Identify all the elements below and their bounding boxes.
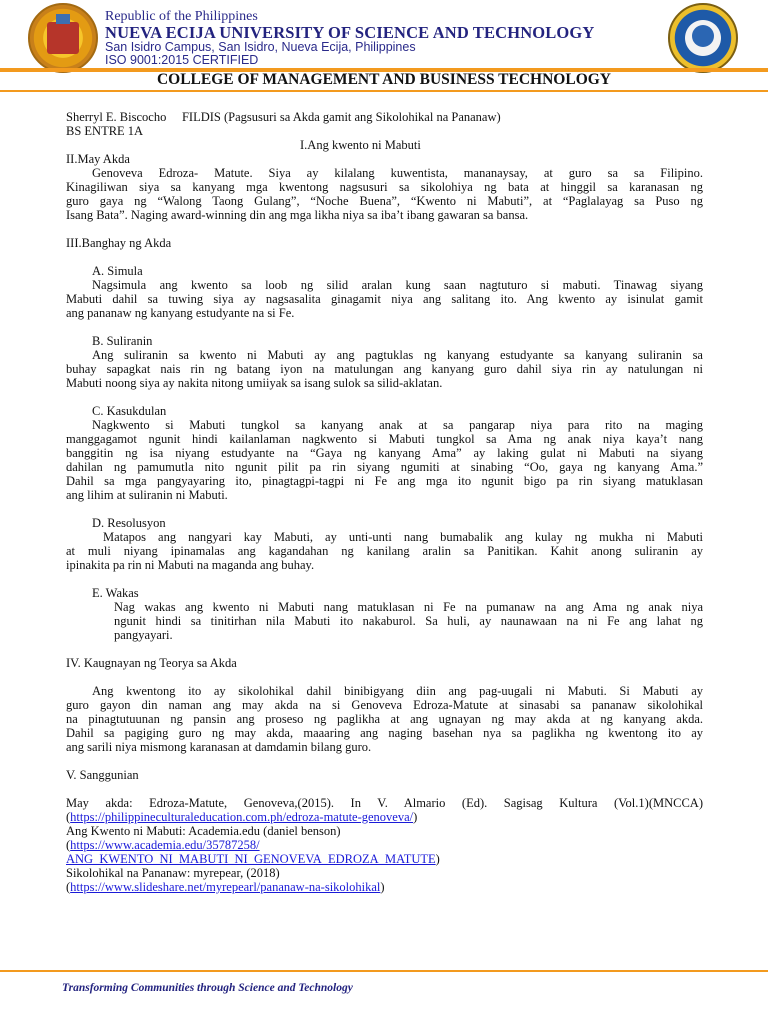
paragraph-line: ang pananaw ng kanyang estudyante na si Fe. — [66, 306, 295, 320]
paragraph-line: Dahil sa mga pangyayaring ito, pinagtagpi-tagpi ni Fe ang mga ito ngunit bigo pa rin siyang matuklasan — [66, 474, 703, 488]
iso-certification: ISO 9001:2015 CERTIFIED — [105, 53, 259, 67]
reference-line: Sikolohikal na Pananaw: myrepear, (2018) — [66, 866, 280, 880]
paragraph-line: guro gayon din naman ang may akda na si Genoveva Edroza-Matute at sinasabi sa pananaw sikolohikal — [66, 698, 703, 712]
paragraph-line: Nagkwento si Mabuti tungkol sa kanyang anak at sa pangarap niya para rito na maging — [92, 418, 703, 432]
reference-link-line — [66, 852, 440, 866]
university-seal-logo — [28, 3, 98, 73]
paren: ( — [66, 880, 71, 894]
footer-motto: Transforming Communities through Science and Technology — [62, 982, 353, 994]
paragraph-line: banggitin ng isa niyang estudyante na “Gaya ng kanyang Ama” ay laking gulat ni Mabuti na siyang — [66, 446, 703, 460]
paren: ( — [66, 810, 71, 824]
paragraph-line: Mabuti dahil sa tuwing siya ay nagsasalita ginagamit niya ang salitang ito. Ang kwento ay isinulat gamit — [66, 292, 703, 306]
reference-line: Ang Kwento ni Mabuti: Academia.edu (daniel benson) — [66, 824, 341, 838]
paren: ) — [435, 852, 440, 866]
paragraph-line: guro gaya ng “Walong Taong Gulang”, “Noche Buena”, “Kwento ni Mabuti”, at “Paglalayag sa Puso ng — [66, 194, 703, 208]
university-name: NUEVA ECIJA UNIVERSITY OF SCIENCE AND TECHNOLOGY — [105, 23, 595, 42]
subheading-suliranin: B. Suliranin — [92, 334, 153, 348]
republic-text: Republic of the Philippines — [105, 9, 258, 24]
paragraph-line: Genoveva Edroza- Matute. Siya ay kilalang kuwentista, mananaysay, at guro sa sa Filipino. — [92, 166, 703, 180]
subheading-wakas: E. Wakas — [92, 586, 139, 600]
campus-address: San Isidro Campus, San Isidro, Nueva Ecija, Philippines — [105, 40, 416, 54]
reference-link-slideshare[interactable]: https://www.slideshare.net/myrepearl/pananaw-na-sikolohikal — [70, 880, 381, 894]
paren: ( — [66, 838, 71, 852]
paragraph-line: Mabuti noong siya ay nakita nitong umiiyak sa isang sulok sa silid-aklatan. — [66, 376, 443, 390]
header-rule — [0, 90, 768, 92]
paragraph-line: ngunit hindi sa tinitirhan nila Mabuti ito nakaburol. Sa huli, ay naunawaan na ni Fe ang lahat ng — [114, 614, 703, 628]
iso-certification-seal-logo — [668, 3, 738, 73]
section-heading-banghay: III.Banghay ng Akda — [66, 236, 172, 250]
paragraph-line: buhay sapagkat nais rin ng batang iyon na matulungan ang kanyang guro dahil siya rin ay natulungan ni — [66, 362, 703, 376]
paragraph-line: Nag wakas ang kwento ni Mabuti nang matuklasan ni Fe na pumanaw na ang Ama ng anak niya — [114, 600, 703, 614]
reference-link-philippine-cultural-education[interactable]: https://philippineculturaleducation.com.ph/edroza-matute-genoveva/ — [70, 810, 414, 824]
subheading-simula: A. Simula — [92, 264, 143, 278]
paragraph-line: manggagamot ngunit hindi kailanlaman nagkwento si Mabuti tungkol sa Ama ng anak niya kaya’t nang — [66, 432, 703, 446]
paragraph-line: Isang Bata”. Naging award-winning din ang mga likha niya sa iba’t ibang gawaran sa bansa. — [66, 208, 529, 222]
paragraph-line: dahilan ng pamumutla nito ngunit pilit pa rin siyang ngumiti at sinabing “Oo, gaya ng kanyang Ama.” — [66, 460, 703, 474]
paragraph-line: ang lihim at suliranin ni Mabuti. — [66, 488, 228, 502]
footer-rule — [0, 970, 768, 972]
subheading-kasukdulan: C. Kasukdulan — [92, 404, 167, 418]
reference-link-academia[interactable]: https://www.academia.edu/35787258/ — [70, 838, 260, 852]
paragraph-line: at muli niyang ipinamalas ang kagandahan ng kanilang aralin sa Panitikan. Kahit anong suliranin ay — [66, 544, 703, 558]
paragraph-line: Kinagiliwan siya sa kanyang mga kwentong nagsusuri sa sikolohiya ng bata at hinggil sa karanasan ng — [66, 180, 703, 194]
paragraph-line: Matapos ang nangyari kay Mabuti, ay unti-unti nang bumabalik ang kulay ng mukha ni Mabuti — [103, 530, 703, 544]
reference-link-line — [66, 880, 385, 894]
document-title: I.Ang kwento ni Mabuti — [300, 138, 421, 152]
course-line: BS ENTRE 1A — [66, 124, 144, 138]
paragraph-line: ipinakita pa rin ni Mabuti na maganda ang buhay. — [66, 558, 315, 572]
paragraph-line: Nagsimula ang kwento sa loob ng silid aralan kung saan nagtuturo si mabuti. Tinawag siyang — [92, 278, 703, 292]
paragraph-line: ang sarili niya mismong karanasan at damdamin bilang guro. — [66, 740, 372, 754]
paragraph-line: pangyayari. — [114, 628, 173, 642]
author-line: Sherryl E. Biscocho FILDIS (Pagsusuri sa Akda gamit ang Sikolohikal na Pananaw) — [66, 110, 501, 124]
section-heading-may-akda: II.May Akda — [66, 152, 130, 166]
reference-link-line — [66, 810, 417, 824]
section-heading-sanggunian: V. Sanggunian — [66, 768, 139, 782]
paren: ) — [413, 810, 418, 824]
paragraph-line: Ang suliranin sa kwento ni Mabuti ay ang pagtuklas ng kanyang estudyante sa kanyang suliranin sa — [92, 348, 703, 362]
reference-line: May akda: Edroza-Matute, Genoveva,(2015). In V. Almario (Ed). Sagisag Kultura (Vol.1)(MNCCA) — [66, 796, 703, 810]
paren: ) — [380, 880, 385, 894]
section-heading-kaugnayan: IV. Kaugnayan ng Teorya sa Akda — [66, 656, 237, 670]
college-title: COLLEGE OF MANAGEMENT AND BUSINESS TECHNOLOGY — [156, 71, 612, 88]
paragraph-line: Dahil sa pagiging guro ng may akda, maaaring ang naging basehan nya sa paglikha ng kwentong ito ay — [66, 726, 703, 740]
reference-link-academia-title[interactable]: ANG_KWENTO_NI_MABUTI_NI_GENOVEVA_EDROZA_MATUTE — [66, 852, 436, 866]
reference-link-line — [66, 838, 260, 852]
paragraph-line: na pinagtutuunan ng pansin ang proseso ng paglikha at ang ugnayan ng may akda at ng kanyang akda. — [66, 712, 703, 726]
subheading-resolusyon: D. Resolusyon — [92, 516, 166, 530]
paragraph-line: Ang kwentong ito ay sikolohikal dahil binibigyang diin ang pag-uugali ni Mabuti. Si Mabuti ay — [92, 684, 703, 698]
